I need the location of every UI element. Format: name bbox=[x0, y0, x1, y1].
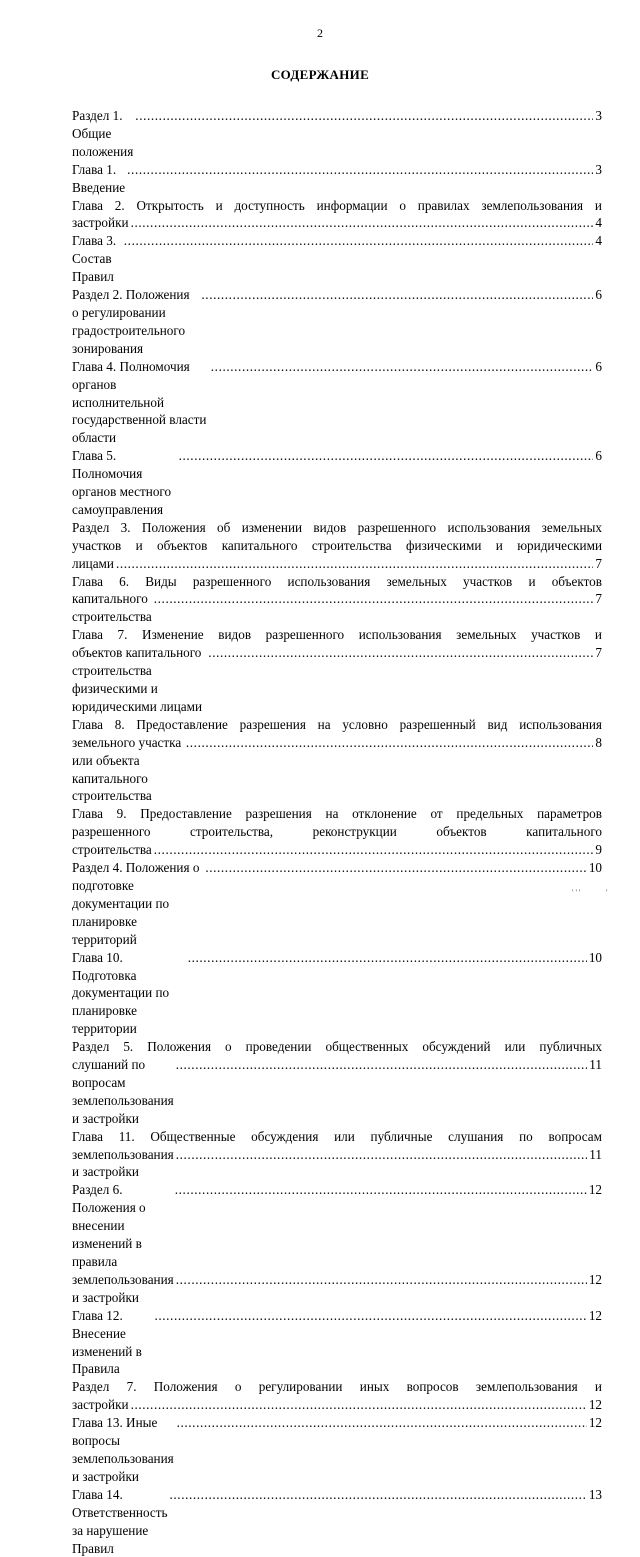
dot-leader bbox=[201, 286, 593, 304]
toc-entry-title: строительства bbox=[72, 842, 152, 858]
toc-entry-page: 10 bbox=[588, 860, 602, 876]
toc-entry-title: Глава 12. Внесение изменений в Правила bbox=[72, 1307, 146, 1377]
toc-entry-page: 10 bbox=[588, 949, 602, 965]
toc-entry-line: Глава 8. Предоставление разрешения на условно разрешенный вид использования bbox=[72, 716, 602, 732]
toc-entry-line: Глава 7. Изменение видов разрешенного использования земельных участков и bbox=[72, 627, 602, 643]
toc-entry-line: Раздел 5. Положения о проведении общественных обсуждений или публичных bbox=[72, 1039, 602, 1055]
toc-entry-page: 6 bbox=[595, 358, 602, 374]
dot-leader bbox=[170, 1486, 587, 1504]
toc-entry bbox=[72, 232, 602, 286]
dot-leader bbox=[176, 1056, 588, 1074]
toc-entry bbox=[72, 1414, 602, 1486]
toc-entry bbox=[72, 805, 602, 859]
toc-entry bbox=[72, 197, 602, 233]
toc-entry bbox=[72, 1307, 602, 1379]
toc-entry bbox=[72, 286, 602, 358]
dot-leader bbox=[154, 841, 594, 859]
toc-entry-page: 7 bbox=[595, 591, 602, 607]
dot-leader bbox=[131, 1396, 587, 1414]
toc-entry-title: Глава 3. Состав Правил bbox=[72, 233, 120, 285]
toc-entry-title: застройки bbox=[72, 1397, 129, 1413]
dot-leader bbox=[177, 1414, 587, 1432]
toc-entry-page: 12 bbox=[588, 1182, 602, 1198]
toc-entry bbox=[72, 859, 602, 949]
toc-entry-title: Раздел 2. Положения о регулировании градостроительного зонирования bbox=[72, 287, 193, 356]
page-number: 2 bbox=[317, 26, 323, 40]
dot-leader bbox=[131, 214, 594, 232]
toc-entry-title: Глава 1. Введение bbox=[72, 161, 126, 195]
toc-entry bbox=[72, 573, 602, 627]
scan-artifact: ' bbox=[606, 888, 608, 897]
toc-entry-line: Раздел 3. Положения об изменении видов разрешенного использования земельных bbox=[72, 519, 602, 535]
toc-entry-page: 12 bbox=[588, 1397, 602, 1413]
toc-entry-title: Глава 13. Иные вопросы землепользования и застройки bbox=[72, 1415, 178, 1484]
table-of-contents bbox=[72, 107, 602, 1557]
dot-leader bbox=[186, 734, 594, 752]
toc-entry-page: 6 bbox=[595, 448, 602, 464]
toc-entry-line: Глава 6. Виды разрешенного использования земельных участков и объектов bbox=[72, 573, 602, 589]
dot-leader bbox=[211, 358, 594, 376]
toc-entry-line: Глава 11. Общественные обсуждения или публичные слушания по вопросам bbox=[72, 1128, 602, 1144]
toc-entry-page: 6 bbox=[595, 287, 602, 303]
toc-entry bbox=[72, 107, 602, 161]
toc-entry-title: лицами bbox=[72, 555, 114, 571]
toc-entry-page: 13 bbox=[588, 1486, 602, 1502]
toc-entry-title: Глава 10. Подготовка документации по планировке территории bbox=[72, 949, 173, 1037]
dot-leader bbox=[208, 644, 593, 662]
toc-entry bbox=[72, 716, 602, 806]
dot-leader bbox=[188, 949, 587, 967]
toc-entry bbox=[72, 358, 602, 448]
toc-entry-page: 12 bbox=[588, 1307, 602, 1323]
toc-entry-title: Глава 4. Полномочия органов исполнительной государственной власти области bbox=[72, 358, 210, 446]
dot-leader bbox=[124, 232, 594, 250]
toc-entry-title: объектов капитального строительства физическими и юридическими лицами bbox=[72, 645, 205, 714]
toc-entry bbox=[72, 949, 602, 1039]
toc-entry-page: 11 bbox=[589, 1057, 602, 1073]
toc-entry bbox=[72, 1128, 602, 1182]
toc-entry bbox=[72, 1378, 602, 1414]
toc-entry-line: Глава 2. Открытость и доступность информации о правилах землепользования и bbox=[72, 197, 602, 213]
toc-entry bbox=[72, 1181, 602, 1271]
dot-leader bbox=[176, 1271, 587, 1289]
toc-entry-page: 3 bbox=[595, 108, 602, 123]
toc-entry-title: Раздел 1. Общие положения bbox=[72, 108, 134, 159]
dot-leader bbox=[175, 1181, 587, 1199]
toc-entry bbox=[72, 519, 602, 573]
toc-entry bbox=[72, 1271, 602, 1307]
toc-entry-page: 12 bbox=[588, 1415, 602, 1431]
scan-artifact: ' ' ' bbox=[572, 888, 581, 897]
toc-entry-title: капитального строительства bbox=[72, 591, 152, 625]
dot-leader bbox=[154, 590, 594, 608]
toc-entry bbox=[72, 1038, 602, 1128]
toc-entry-page: 4 bbox=[595, 215, 602, 231]
dot-leader bbox=[135, 107, 593, 125]
toc-entry-page: 12 bbox=[588, 1271, 602, 1287]
toc-entry-page: 7 bbox=[595, 555, 602, 571]
toc-entry bbox=[72, 626, 602, 716]
toc-entry-page: 9 bbox=[595, 842, 602, 858]
toc-entry bbox=[72, 161, 602, 197]
toc-entry-page: 7 bbox=[595, 645, 602, 661]
toc-title: СОДЕРЖАНИЕ bbox=[270, 67, 370, 82]
toc-entry bbox=[72, 447, 602, 519]
dot-leader bbox=[116, 555, 593, 573]
toc-entry-line: разрешенного строительства, реконструкции объектов капитального bbox=[72, 824, 602, 840]
dot-leader bbox=[127, 161, 593, 179]
toc-entry-page: 3 bbox=[595, 161, 602, 177]
toc-entry-page: 4 bbox=[595, 233, 602, 249]
toc-entry-title: землепользования и застройки bbox=[72, 1271, 178, 1305]
toc-entry-line: участков и объектов капитального строительства физическими и юридическими bbox=[72, 537, 602, 553]
toc-entry-line: Глава 9. Предоставление разрешения на отклонение от предельных параметров bbox=[72, 806, 602, 822]
toc-entry bbox=[72, 1486, 602, 1557]
toc-entry-page: 11 bbox=[589, 1146, 602, 1162]
toc-entry-title: Раздел 6. Положения о внесении изменений в правила bbox=[72, 1182, 149, 1269]
toc-entry-title: землепользования и застройки bbox=[72, 1146, 178, 1180]
toc-entry-title: Раздел 4. Положения о подготовке документации по планировке территорий bbox=[72, 860, 203, 947]
dot-leader bbox=[154, 1307, 586, 1325]
toc-entry-title: Глава 5. Полномочия органов местного самоуправления bbox=[72, 448, 175, 517]
toc-entry-title: Глава 14. Ответственность за нарушение Правил bbox=[72, 1486, 171, 1556]
toc-entry-title: слушаний по вопросам землепользования и застройки bbox=[72, 1057, 178, 1126]
dot-leader bbox=[205, 859, 587, 877]
toc-entry-line: Раздел 7. Положения о регулировании иных вопросов землепользования и bbox=[72, 1379, 602, 1395]
toc-entry-title: земельного участка или объекта капитального строительства bbox=[72, 734, 185, 804]
toc-entry-title: застройки bbox=[72, 215, 129, 231]
dot-leader bbox=[176, 1146, 588, 1164]
toc-entry-page: 8 bbox=[595, 734, 602, 750]
dot-leader bbox=[179, 447, 594, 465]
